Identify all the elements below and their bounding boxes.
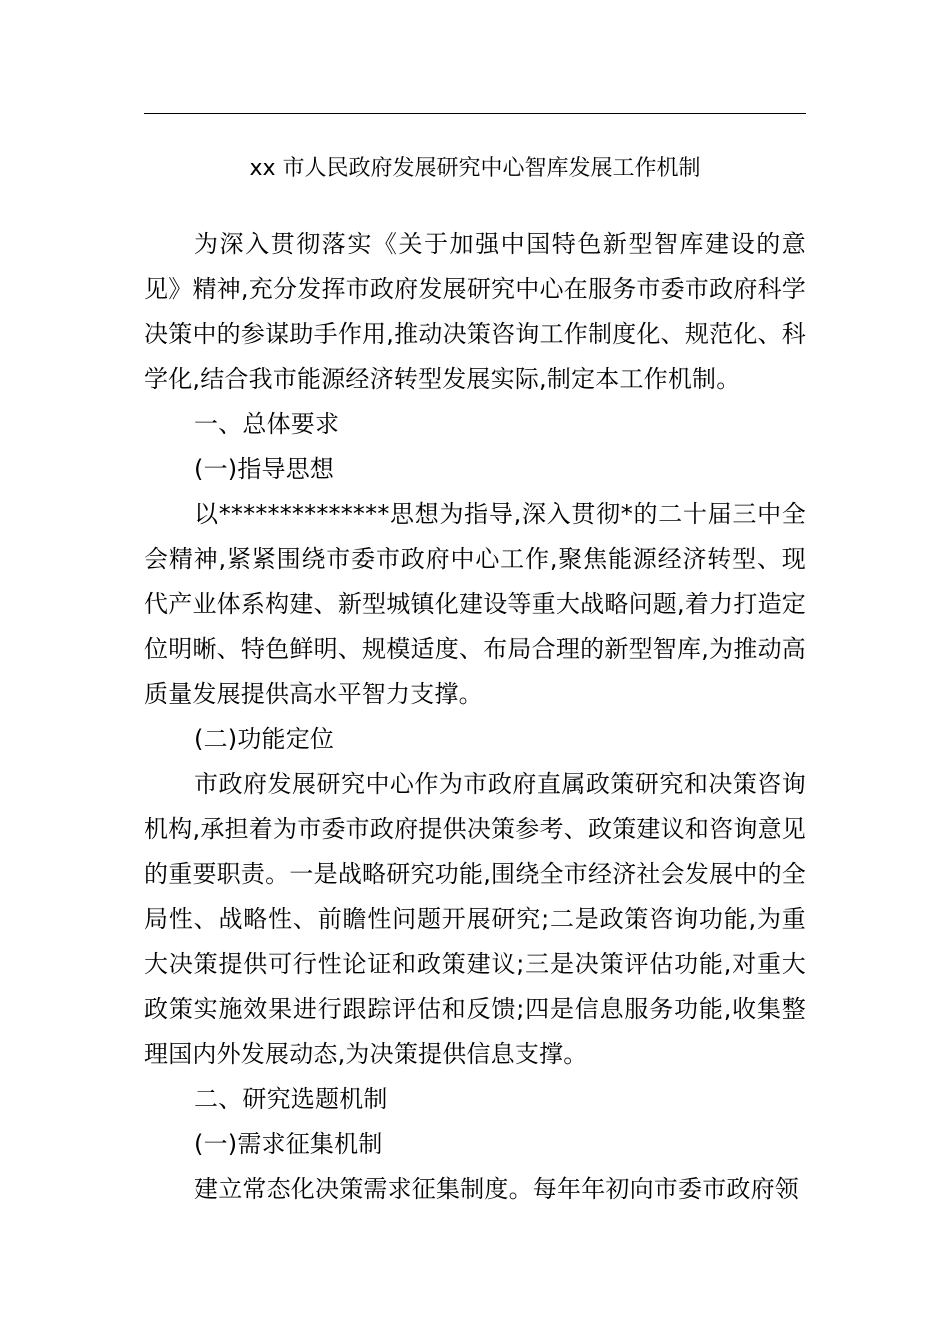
subheading-function-positioning: (二)功能定位 <box>194 725 335 753</box>
subheading-guiding-ideology: (一)指导思想 <box>194 455 335 483</box>
section-heading-topic-selection: 二、研究选题机制 <box>194 1085 388 1113</box>
header-rule <box>144 113 806 114</box>
paragraph-demand-collection: 建立常态化决策需求征集制度。每年年初向市委市政府领 <box>194 1175 799 1203</box>
subheading-demand-collection: (一)需求征集机制 <box>194 1130 383 1158</box>
document-body <box>144 222 806 1212</box>
paragraph-intro: 为深入贯彻落实《关于加强中国特色新型智库建设的意见》精神,充分发挥市政府发展研究中心在服务市委市政府科学决策中的参谋助手作用,推动决策咨询工作制度化、规范化、科学化,结合我市能源经济转型发展实际,制定本工作机制。 <box>144 230 806 393</box>
section-heading-general-requirements: 一、总体要求 <box>194 410 340 438</box>
document-title: xx 市人民政府发展研究中心智库发展工作机制 <box>249 156 701 181</box>
paragraph-function-positioning: 市政府发展研究中心作为市政府直属政策研究和决策咨询机构,承担着为市委市政府提供决策参考、政策建议和咨询意见的重要职责。一是战略研究功能,围绕全市经济社会发展中的全局性、战略性、前瞻性问题开展研究;二是政策咨询功能,为重大决策提供可行性论证和政策建议;三是决策评估功能,对重大政策实施效果进行跟踪评估和反馈;四是信息服务功能,收集整理国内外发展动态,为决策提供信息支撑。 <box>144 770 806 1068</box>
paragraph-guiding-ideology: 以**************思想为指导,深入贯彻*的二十届三中全会精神,紧紧围绕市委市政府中心工作,聚焦能源经济转型、现代产业体系构建、新型城镇化建设等重大战略问题,着力打造定位明晰、特色鲜明、规模适度、布局合理的新型智库,为推动高质量发展提供高水平智力支撑。 <box>144 500 806 708</box>
